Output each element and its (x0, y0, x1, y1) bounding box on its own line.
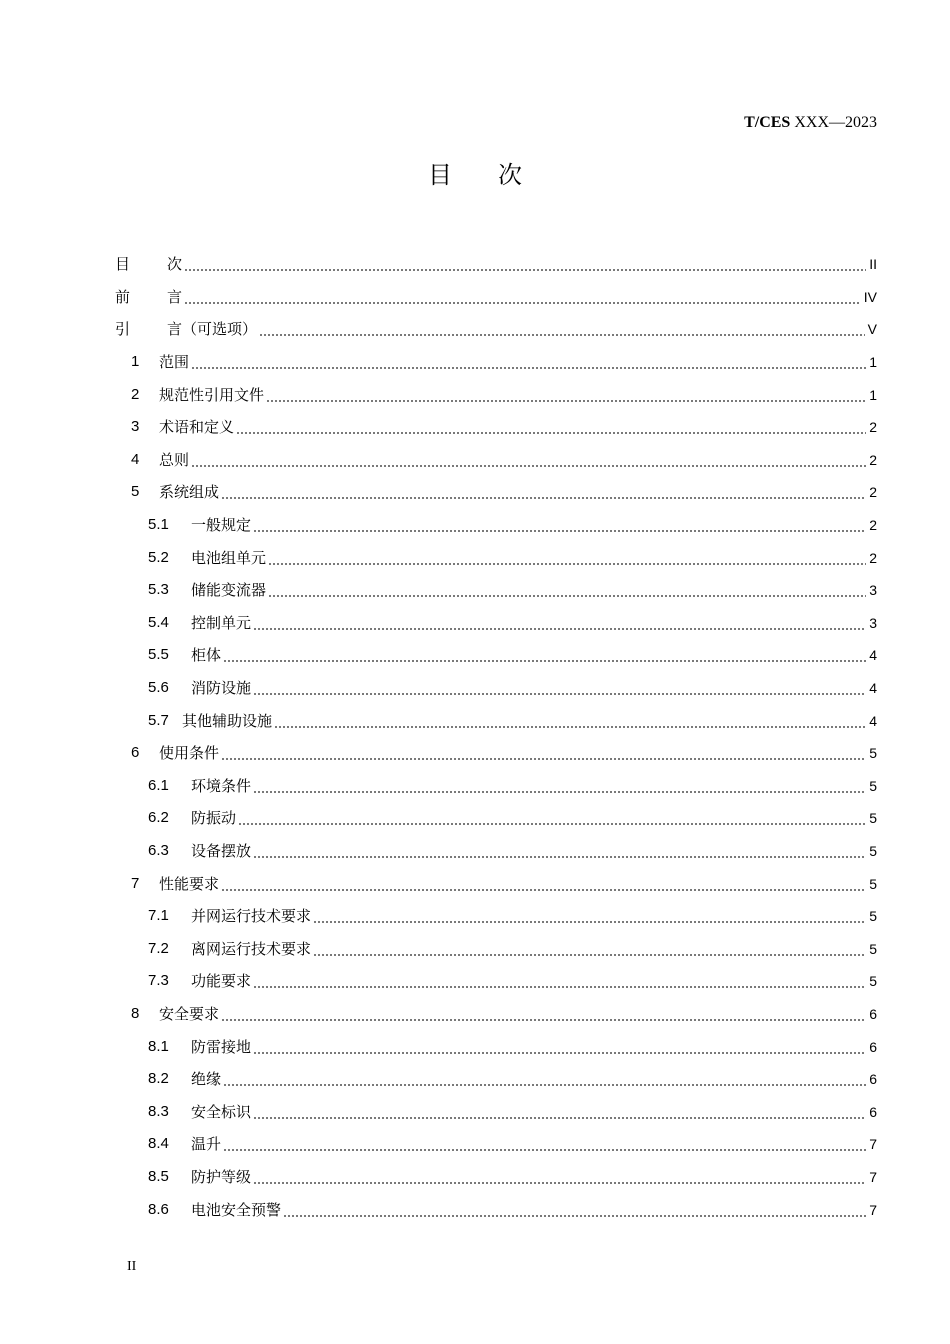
toc-entry-label-rest: 言（可选项） (167, 320, 258, 339)
toc-entry-page: IV (863, 288, 877, 305)
toc-entry-number: 6 (131, 744, 140, 762)
dot-leader (238, 823, 866, 825)
toc-entry[interactable] (115, 444, 877, 477)
toc-entry[interactable] (115, 1030, 877, 1063)
dot-leader (253, 856, 866, 858)
toc-entry[interactable] (115, 1193, 877, 1226)
toc-entry[interactable] (115, 476, 877, 509)
toc-entry-label: 消防设施 (191, 679, 252, 698)
toc-entry-page: 5 (869, 875, 877, 892)
toc-entry-page: 5 (869, 777, 877, 794)
toc-entry-page: 2 (869, 517, 877, 534)
toc-entry-label: 总则 (159, 450, 190, 469)
toc-entry[interactable] (115, 704, 877, 737)
dot-leader (253, 1052, 866, 1054)
toc-entry-page: 6 (869, 1071, 877, 1088)
dot-leader (184, 302, 861, 304)
toc-entry[interactable] (115, 346, 877, 379)
toc-entry-number: 4 (131, 450, 140, 468)
toc-entry-label: 防振动 (191, 809, 237, 828)
dot-leader (253, 791, 866, 793)
toc-entry-label: 安全标识 (191, 1102, 252, 1121)
toc-entry-label: 安全要求 (159, 1004, 220, 1023)
toc-entry-label (115, 254, 182, 274)
dot-leader (191, 367, 866, 369)
toc-entry-label-first: 前 (115, 287, 131, 306)
toc-entry-label-first: 目 (115, 255, 131, 274)
toc-entry-label-rest: 次 (167, 255, 183, 274)
toc-entry-page: 5 (869, 842, 877, 859)
toc-entry-label: 防雷接地 (191, 1037, 252, 1056)
toc-entry-number: 8.5 (148, 1167, 169, 1185)
toc-entry-label: 储能变流器 (191, 581, 267, 600)
toc-entry-label (115, 319, 257, 339)
toc-entry-page: 1 (869, 386, 877, 403)
toc-entry-label: 防护等级 (191, 1167, 252, 1186)
toc-entry[interactable] (115, 509, 877, 542)
dot-leader (253, 628, 866, 630)
dot-leader (223, 1149, 866, 1151)
toc-entry[interactable] (115, 1095, 877, 1128)
toc-entry-label: 环境条件 (191, 776, 252, 795)
toc-entry[interactable] (115, 900, 877, 933)
dot-leader (253, 986, 866, 988)
toc-entry[interactable] (115, 770, 877, 803)
toc-entry-page: 4 (869, 647, 877, 664)
dot-leader (191, 465, 866, 467)
toc-entry-label (115, 287, 182, 307)
dot-leader (266, 400, 866, 402)
toc-entry[interactable] (115, 835, 877, 868)
document-code-number: XXX—2023 (790, 114, 877, 131)
toc-entry-page: 4 (869, 680, 877, 697)
toc-entry-page: 2 (869, 549, 877, 566)
toc-entry-number: 5.5 (148, 646, 169, 664)
toc-entry[interactable] (115, 378, 877, 411)
toc-entry-label: 柜体 (191, 646, 222, 665)
toc-entry-page: 7 (869, 1136, 877, 1153)
toc-entry[interactable] (115, 1063, 877, 1096)
dot-leader (223, 1084, 866, 1086)
dot-leader (274, 726, 866, 728)
toc-entry[interactable] (115, 574, 877, 607)
toc-entry-page: 6 (869, 1038, 877, 1055)
toc-entry-number: 3 (131, 418, 140, 436)
toc-entry-label: 使用条件 (159, 744, 220, 763)
toc-entry[interactable] (115, 932, 877, 965)
toc-entry-page: 1 (869, 354, 877, 371)
page-title-right: 次 (498, 161, 522, 189)
toc-entry-number: 8 (131, 1004, 140, 1022)
toc-entry-page: 5 (869, 973, 877, 990)
toc-entry-page: 3 (869, 614, 877, 631)
toc-entry-number: 1 (131, 353, 140, 371)
toc-entry-page: 5 (869, 940, 877, 957)
toc-entry-number: 6.3 (148, 841, 169, 859)
toc-entry-label: 规范性引用文件 (159, 385, 265, 404)
toc-entry-page: V (867, 321, 877, 338)
toc-entry-page: 5 (869, 745, 877, 762)
toc-entry-number: 5.4 (148, 613, 169, 631)
toc-entry-number: 5.1 (148, 516, 169, 534)
toc-entry-number: 5.7 (148, 711, 169, 729)
toc-entry-number: 8.3 (148, 1102, 169, 1120)
dot-leader (184, 269, 866, 271)
dot-leader (268, 595, 866, 597)
toc-entry-number: 2 (131, 385, 140, 403)
toc-entry[interactable] (115, 672, 877, 705)
document-code-prefix: T/CES (744, 114, 791, 131)
table-of-contents (115, 248, 877, 1226)
dot-leader (221, 1019, 866, 1021)
toc-entry-label: 其他辅助设施 (182, 711, 273, 730)
toc-entry-label: 电池组单元 (191, 548, 267, 567)
toc-entry-number: 5.3 (148, 581, 169, 599)
toc-entry-label: 温升 (191, 1135, 222, 1154)
toc-entry-label: 控制单元 (191, 613, 252, 632)
dot-leader (221, 889, 866, 891)
toc-entry[interactable] (115, 737, 877, 770)
dot-leader (253, 693, 866, 695)
toc-entry-label: 性能要求 (159, 874, 220, 893)
toc-entry-number: 7.3 (148, 972, 169, 990)
dot-leader (221, 497, 866, 499)
toc-entry-number: 5.6 (148, 679, 169, 697)
toc-entry-number: 6.1 (148, 776, 169, 794)
toc-entry[interactable] (115, 607, 877, 640)
dot-leader (221, 758, 866, 760)
dot-leader (236, 432, 866, 434)
toc-entry[interactable] (115, 411, 877, 444)
toc-entry-label: 电池安全预警 (191, 1200, 282, 1219)
toc-entry[interactable] (115, 867, 877, 900)
toc-entry-number: 7.2 (148, 939, 169, 957)
toc-entry-label-first: 引 (115, 320, 131, 339)
toc-entry-page: 2 (869, 451, 877, 468)
toc-entry[interactable] (115, 965, 877, 998)
toc-entry-number: 8.1 (148, 1037, 169, 1055)
dot-leader (253, 1117, 866, 1119)
toc-entry-number: 8.2 (148, 1070, 169, 1088)
toc-entry-number: 8.4 (148, 1135, 169, 1153)
footer-page-number: II (127, 1259, 137, 1274)
toc-entry-label: 离网运行技术要求 (191, 939, 312, 958)
toc-entry-page: 7 (869, 1168, 877, 1185)
toc-entry[interactable] (115, 248, 877, 281)
dot-leader (283, 1215, 866, 1217)
toc-entry-number: 5 (131, 483, 140, 501)
dot-leader (223, 660, 866, 662)
toc-entry-page: 4 (869, 712, 877, 729)
toc-entry[interactable] (115, 1161, 877, 1194)
toc-entry-label: 功能要求 (191, 972, 252, 991)
toc-entry[interactable] (115, 281, 877, 314)
toc-entry-label-rest: 言 (167, 287, 183, 306)
toc-entry-number: 7 (131, 874, 140, 892)
toc-entry-label: 系统组成 (159, 483, 220, 502)
toc-entry-page: 2 (869, 484, 877, 501)
toc-entry[interactable] (115, 802, 877, 835)
dot-leader (253, 530, 866, 532)
toc-entry[interactable] (115, 541, 877, 574)
document-code (744, 113, 877, 133)
toc-entry-label: 绝缘 (191, 1070, 222, 1089)
toc-entry-label: 范围 (159, 353, 190, 372)
toc-entry-number: 6.2 (148, 809, 169, 827)
toc-entry-page: 6 (869, 1103, 877, 1120)
toc-entry-page: 7 (869, 1201, 877, 1218)
toc-entry-label: 术语和定义 (159, 418, 235, 437)
dot-leader (253, 1182, 866, 1184)
page-title (0, 158, 950, 192)
page-title-left: 目 (428, 161, 452, 189)
dot-leader (313, 954, 866, 956)
toc-entry-number: 7.1 (148, 907, 169, 925)
toc-entry-page: 5 (869, 810, 877, 827)
toc-entry-label: 设备摆放 (191, 841, 252, 860)
toc-entry[interactable] (115, 313, 877, 346)
toc-entry-page: 2 (869, 419, 877, 436)
toc-entry-number: 8.6 (148, 1200, 169, 1218)
toc-entry-page: 6 (869, 1005, 877, 1022)
toc-entry[interactable] (115, 998, 877, 1031)
dot-leader (268, 563, 866, 565)
toc-entry[interactable] (115, 639, 877, 672)
dot-leader (313, 921, 866, 923)
toc-entry-page: 5 (869, 908, 877, 925)
toc-entry[interactable] (115, 1128, 877, 1161)
dot-leader (259, 334, 865, 336)
toc-entry-page: II (869, 256, 877, 273)
toc-entry-label: 并网运行技术要求 (191, 907, 312, 926)
toc-entry-page: 3 (869, 582, 877, 599)
toc-entry-number: 5.2 (148, 548, 169, 566)
toc-entry-label: 一般规定 (191, 516, 252, 535)
